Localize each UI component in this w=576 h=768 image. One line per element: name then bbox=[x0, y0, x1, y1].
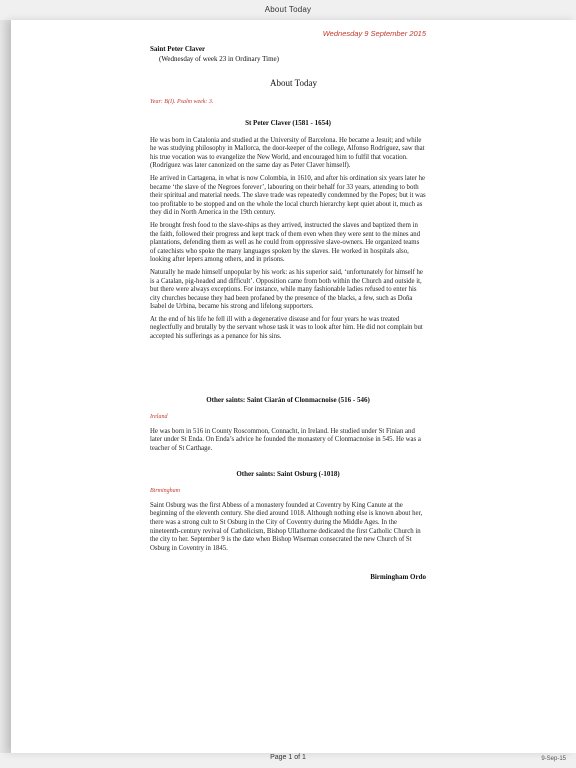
saint-location: Ireland bbox=[150, 414, 168, 421]
main-saint-title: St Peter Claver (1581 - 1654) bbox=[245, 119, 331, 127]
paragraph: Naturally he made himself unpopular by his work: as his superior said, ‘unfortunately for himself he is a Catalan, pig-headed and difficult’. Opposition came from both within the Church and outside it, but there were always exceptions. For instance, while many fashionable ladies refused to enter his city churches because they had been profaned by the presence of the blacks, a few, such as Doña Isabel de Urbina, became his strong and lifelong supporters. bbox=[150, 268, 423, 311]
liturgical-day: (Wednesday of week 23 in Ordinary Time) bbox=[159, 55, 279, 63]
paragraph: At the end of his life he fell ill with a degenerative disease and for four years he was treated neglectfully and brutally by the servant whose task it was to look after him. He did not complain but accepted his sufferings as a penance for his sins. bbox=[150, 315, 423, 341]
page-edge-shadow bbox=[0, 20, 11, 753]
paragraph: He arrived in Cartagena, in what is now Colombia, in 1610, and after his ordination six years later he became ‘the slave of the Negroes forever’, labouring on their behalf for 33 years, attending to both their spiritual and material needs. The slave trade was repeatedly condemned by the Popes; but it was too profitable to be stopped and on the whole the local church hierarchy kept quiet about it, much as they did in North America in the 19th century. bbox=[150, 174, 426, 217]
footer-date: 9-Sep-15 bbox=[541, 756, 566, 762]
page-indicator: Page 1 of 1 bbox=[270, 754, 306, 761]
paragraph: He was born in 516 in County Roscommon, Connacht, in Ireland. He studied under St Finian and later under St Enda. On Enda’s advice he founded the monastery of Clonmacnoise in 545. He was a teacher of St Carthage. bbox=[150, 427, 421, 453]
other-saint-title: Other saints: Saint Ciarán of Clonmacnoise (516 - 546) bbox=[206, 395, 370, 404]
paragraph: Saint Osburg was the first Abbess of a monastery founded at Coventry by King Canute at the beginning of the eleventh century. She died around 1018. Although nothing else is known about her, there was a strong cult to St Osburg in the City of Coventry during the Middle Ages. In the nineteenth-century revival of Catholicism, Bishop Ullathorne dedicated the first Catholic Church in the city to her. September 9 is the date when Bishop Wiseman consecrated the new Church of St Osburg in Coventry in 1845. bbox=[150, 501, 423, 552]
section-heading: About Today bbox=[270, 78, 317, 88]
app-title: About Today bbox=[264, 5, 312, 14]
saint-name: Saint Peter Claver bbox=[150, 45, 206, 53]
paragraph: He was born in Catalonia and studied at the University of Barcelona. He became a Jesuit; and while he was studying philosophy in Mallorca, the door-keeper of the college, Alfonso Rodríguez, saw that his true vocation was to evangelize the New World, and encouraged him to fulfil that vocation. (Rodríguez was later canonized on the same day as Peter Claver himself). bbox=[150, 136, 425, 170]
other-saint-title: Other saints: Saint Osburg (-1018) bbox=[236, 469, 340, 478]
signoff: Birmingham Ordo bbox=[370, 573, 426, 582]
year-note: Year: B(I). Psalm week: 3. bbox=[150, 99, 214, 105]
paragraph: He brought fresh food to the slave-ships as they arrived, instructed the slaves and baptized them in the faith, followed their progress and kept track of them even when they were sent to the mines and plantations, defending them as well as he could from oppressive slave-owners. He organized teams of catechists who spoke the many languages spoken by the slaves. He worked in hospitals also, looking after lepers among others, and in prisons. bbox=[150, 221, 421, 264]
document-body bbox=[150, 119, 426, 582]
saint-location: Birmingham bbox=[150, 488, 180, 495]
document-date: Wednesday 9 September 2015 bbox=[322, 29, 426, 38]
